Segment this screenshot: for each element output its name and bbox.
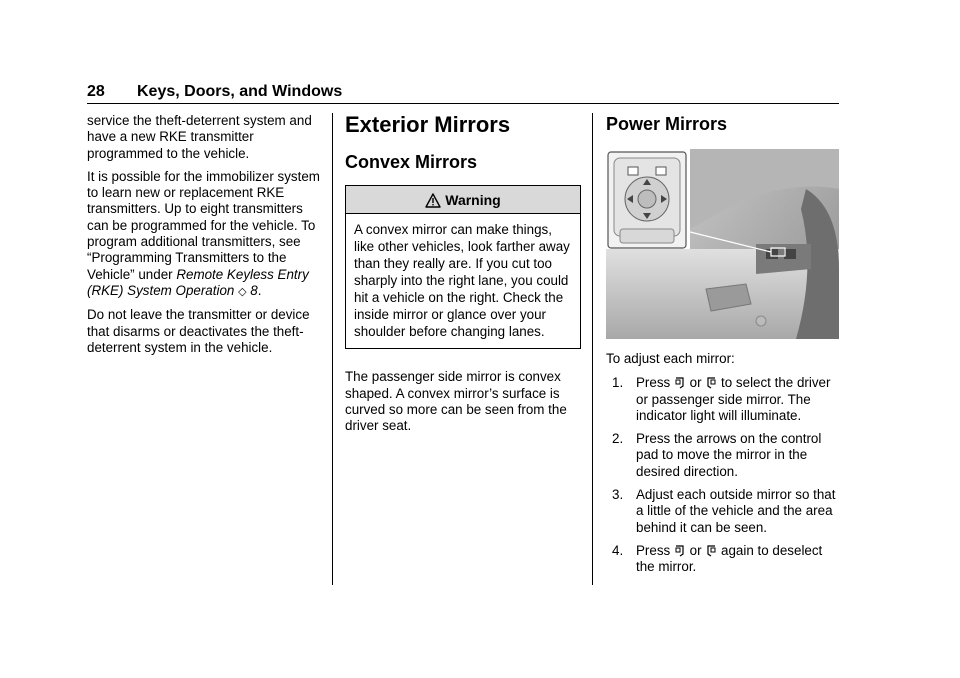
mirror-control-illustration bbox=[606, 149, 839, 339]
header-rule bbox=[87, 103, 839, 104]
paragraph: Do not leave the transmitter or device that disarms or deactivates the theft-deterrent system in the vehicle. bbox=[87, 307, 310, 355]
paragraph: service the theft-deterrent system and have a new RKE transmitter programmed to the vehicle. bbox=[87, 113, 312, 161]
heading-exterior-mirrors: Exterior Mirrors bbox=[345, 112, 511, 137]
paragraph bbox=[87, 169, 327, 300]
column-divider-left bbox=[332, 113, 333, 585]
right-mirror-icon bbox=[706, 377, 716, 389]
list-item bbox=[606, 487, 842, 536]
list-item bbox=[606, 431, 842, 480]
page-reference-number[interactable]: 8 bbox=[250, 282, 258, 298]
paragraph: The passenger side mirror is convex shaped. A convex mirror’s surface is curved so more can be seen from the driver seat. bbox=[345, 369, 567, 434]
step-number: 3. bbox=[612, 487, 624, 503]
step-text: Press bbox=[636, 375, 674, 391]
cross-reference-link[interactable]: Remote Keyless Entry (RKE) System Operation bbox=[87, 266, 309, 298]
step-text: to select the driver or passenger side mirror. The indicator light will illuminate. bbox=[636, 375, 831, 423]
right-mirror-icon bbox=[706, 545, 716, 557]
warning-header bbox=[346, 186, 580, 214]
door-panel-image bbox=[606, 149, 839, 339]
paragraph-text: It is possible for the immobilizer system to learn new or replacement RKE transmitters. Up to eight transmitters can be programmed for the vehicle. To program additional transmitters, see “Programming Transmitters to the Vehicle” under bbox=[87, 168, 320, 282]
column-3 bbox=[606, 113, 842, 583]
step-number: 4. bbox=[612, 542, 624, 558]
section-title: Keys, Doors, and Windows bbox=[137, 83, 343, 100]
step-number: 2. bbox=[612, 431, 624, 447]
warning-box bbox=[345, 185, 581, 349]
list-item bbox=[606, 543, 842, 576]
steps-list bbox=[606, 375, 842, 575]
page-reference-icon: ◇ bbox=[238, 285, 247, 298]
heading-power-mirrors: Power Mirrors bbox=[606, 114, 728, 134]
column-divider-right bbox=[592, 113, 593, 585]
step-text: Press bbox=[636, 542, 674, 558]
page-number: 28 bbox=[87, 83, 105, 100]
left-mirror-icon bbox=[675, 545, 685, 557]
column-2 bbox=[345, 113, 581, 441]
page-header bbox=[87, 83, 839, 105]
warning-title: Warning bbox=[445, 192, 501, 208]
step-text: or bbox=[685, 375, 706, 391]
warning-text: A convex mirror can make things, like other vehicles, look farther away than they really are. If you cut too sharply into the right lane, you could hit a vehicle on the right. Check the inside mirror or glance over your shoulder before changing lanes. bbox=[354, 222, 570, 340]
list-item bbox=[606, 375, 842, 424]
step-text: or bbox=[685, 542, 706, 558]
step-text: Press the arrows on the control pad to move the mirror in the desired direction. bbox=[636, 431, 822, 479]
heading-convex-mirrors: Convex Mirrors bbox=[345, 152, 478, 172]
intro-text: To adjust each mirror: bbox=[606, 351, 735, 366]
step-number: 1. bbox=[612, 375, 624, 391]
paragraph-end: . bbox=[257, 282, 262, 298]
step-text: again to deselect the mirror. bbox=[636, 542, 823, 575]
step-text: Adjust each outside mirror so that a little of the vehicle and the area behind it can be seen. bbox=[636, 487, 836, 535]
column-1 bbox=[87, 113, 327, 363]
warning-icon bbox=[425, 193, 441, 208]
left-mirror-icon bbox=[675, 377, 685, 389]
